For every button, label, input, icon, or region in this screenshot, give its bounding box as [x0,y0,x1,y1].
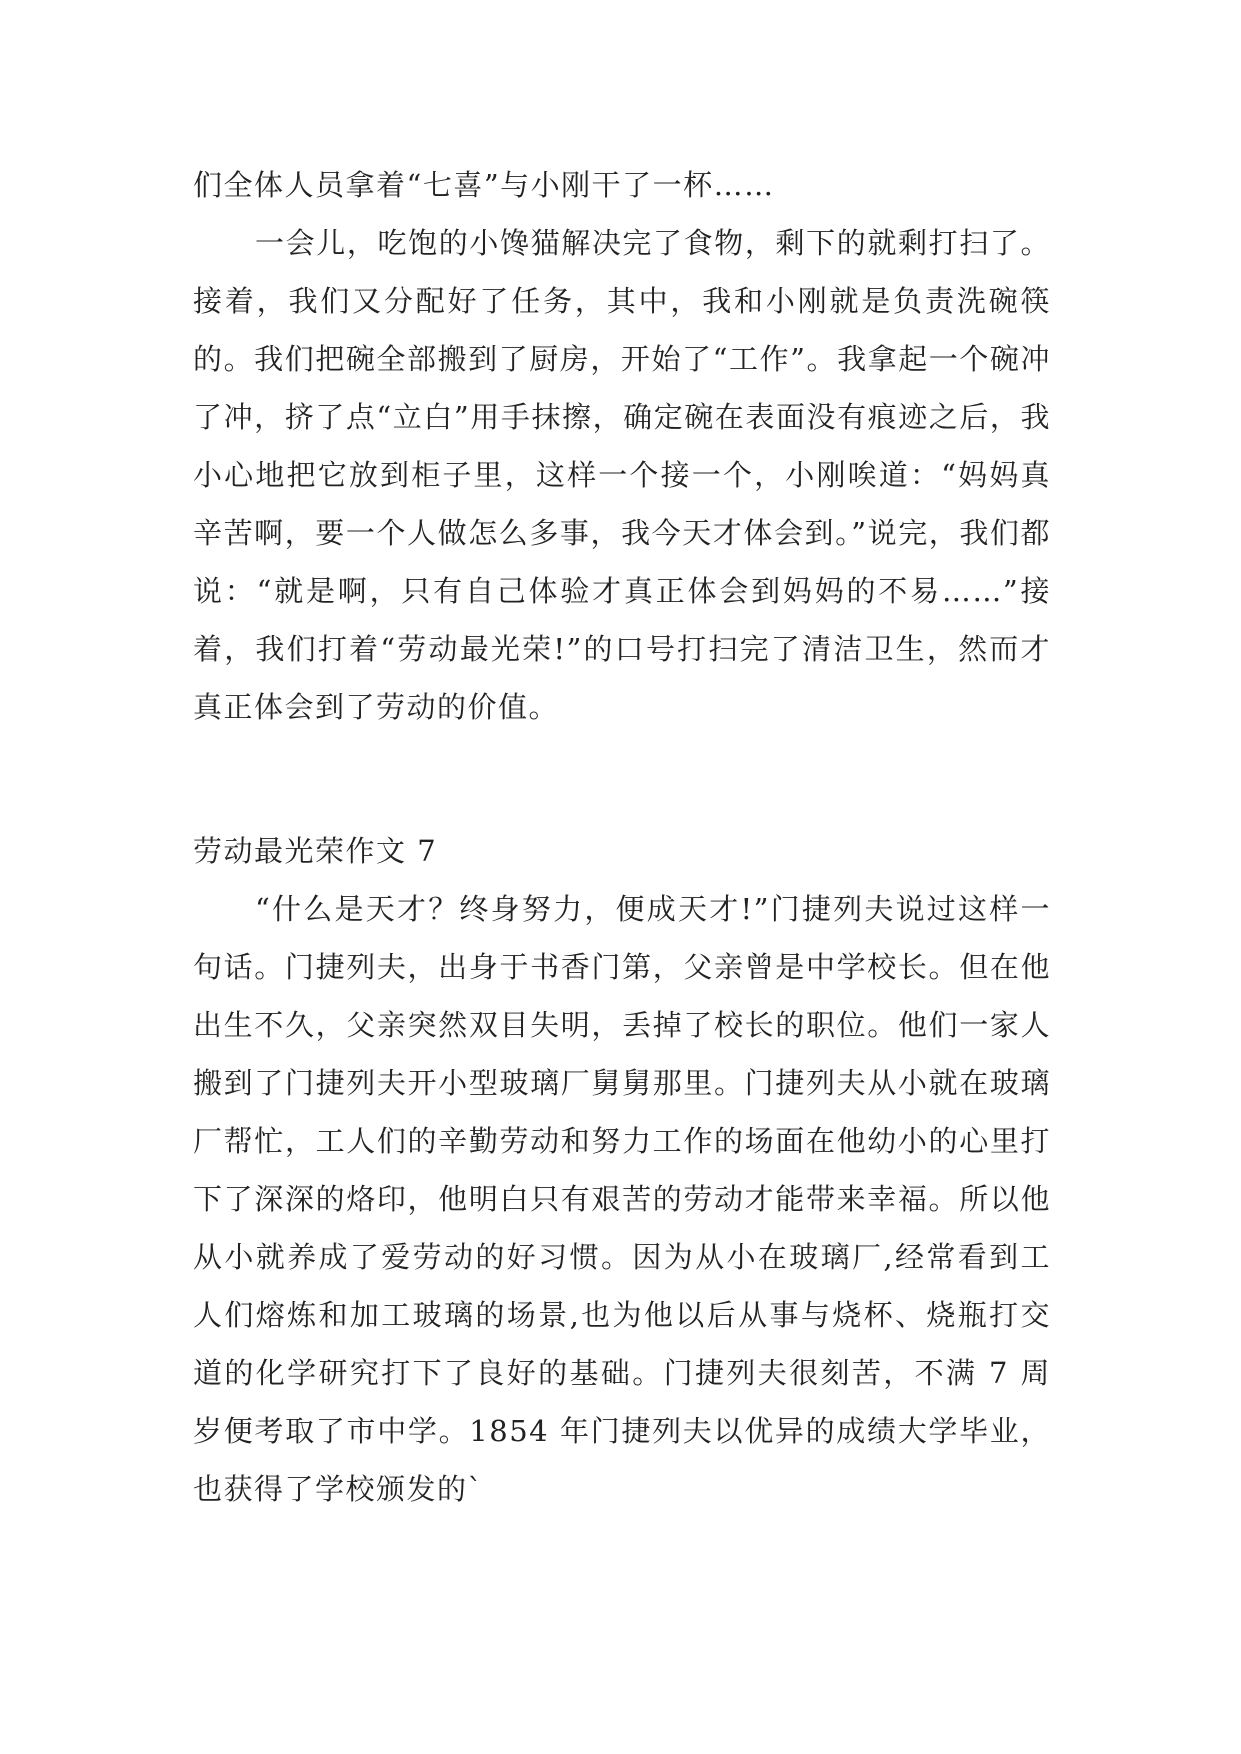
section-title: 劳动最光荣作文 7 [193,834,438,868]
paragraph-washing-dishes: 一会儿，吃饱的小馋猫解决完了食物，剩下的就剩打扫了。接着，我们又分配好了任务，其中，我和小刚就是负责洗碗筷的。我们把碗全部搬到了厨房，开始了“工作”。我拿起一个碗冲了冲，挤了点“立白”用手抹擦，确定碗在表面没有痕迹之后，我小心地把它放到柜子里，这样一个接一个，小刚唉道：“妈妈真辛苦啊，要一个人做怎么多事，我今天才体会到。”说完，我们都说：“就是啊，只有自己体验才真正体会到妈妈的不易……”接着，我们打着“劳动最光荣!”的口号打扫完了清洁卫生，然而才真正体会到了劳动的价值。 [193,226,1051,724]
paragraph-continuation: 们全体人员拿着“七喜”与小刚干了一杯…… [193,168,775,202]
text-block-bottom [193,880,1051,1518]
text-block-top [193,156,1051,736]
paragraph-mendeleev: “什么是天才？终身努力，便成天才!”门捷列夫说过这样一句话。门捷列夫，出身于书香门第，父亲曾是中学校长。但在他出生不久，父亲突然双目失明，丢掉了校长的职位。他们一家人搬到了门捷列夫开小型玻璃厂舅舅那里。门捷列夫从小就在玻璃厂帮忙，工人们的辛勤劳动和努力工作的场面在他幼小的心里打下了深深的烙印，他明白只有艰苦的劳动才能带来幸福。所以他从小就养成了爱劳动的好习惯。因为从小在玻璃厂,经常看到工人们熔炼和加工玻璃的场景,也为他以后从事与烧杯、烧瓶打交道的化学研究打下了良好的基础。门捷列夫很刻苦，不满 7 周岁便考取了市中学。1854 年门捷列夫以优异的成绩大学毕业，也获得了学校颁发的` [193,892,1051,1506]
